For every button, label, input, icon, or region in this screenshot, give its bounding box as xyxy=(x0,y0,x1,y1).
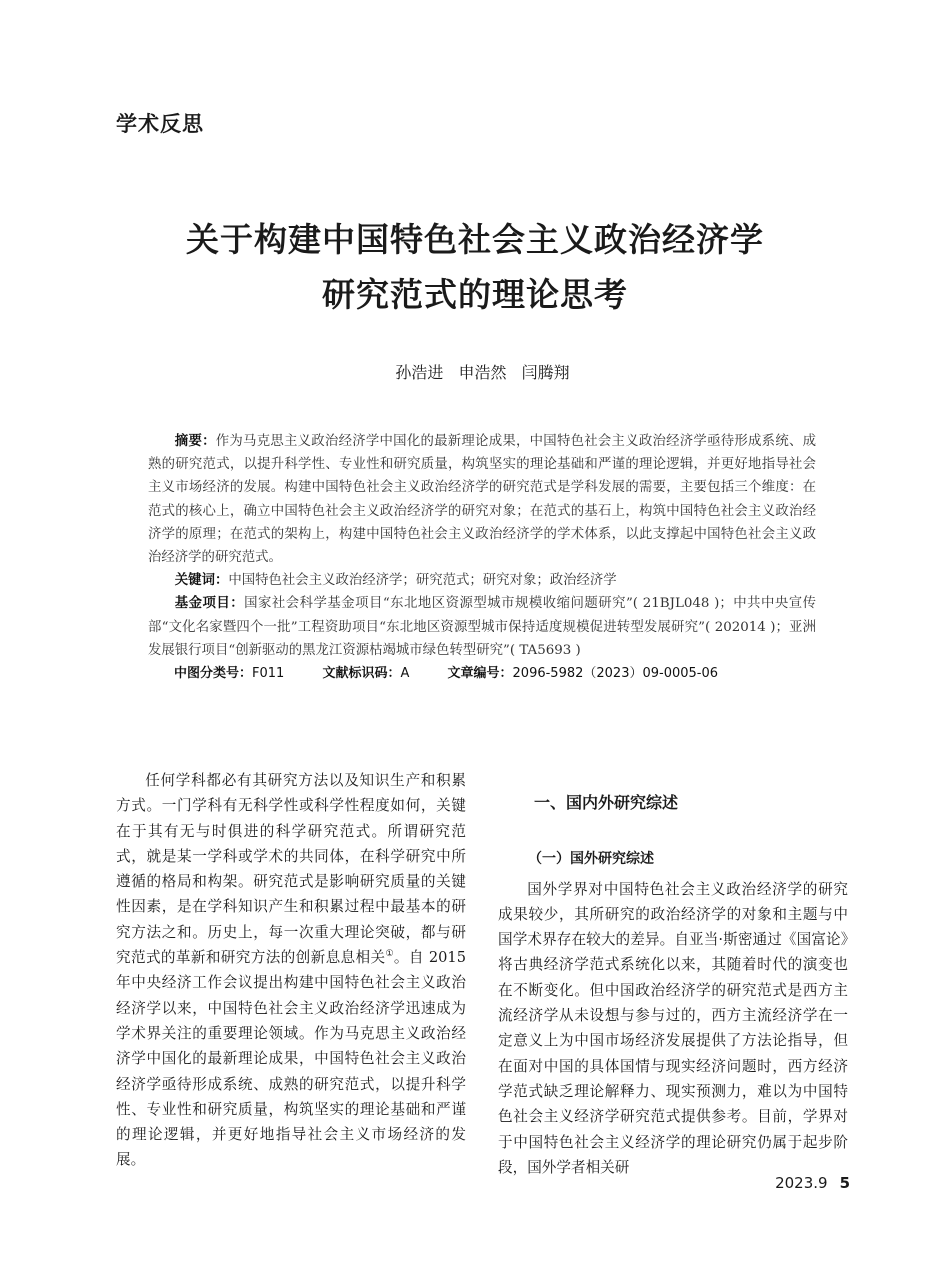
abstract xyxy=(148,430,816,569)
keywords xyxy=(148,569,816,592)
subsection-heading: （一）国外研究综述 xyxy=(528,851,654,868)
abstract-text: 作为马克思主义政治经济学中国化的最新理论成果，中国特色社会主义政治经济学亟待形成系统、成熟的研究范式，以提升科学性、专业性和研究质量，构筑坚实的理论基础和严谨的理论逻辑，并更好地指导社会主义市场经济的发展。构建中国特色社会主义政治经济学的研究范式是学科发展的需要，主要包括三个维度：在范式的核心上，确立中国特色社会主义政治经济学的研究对象；在范式的基石上，构筑中国特色社会主义政治经济学的原理；在范式的架构上，构建中国特色社会主义政治经济学的学术体系，以此支撑起中国特色社会主义政治经济学的研究范式。 xyxy=(148,434,817,566)
author-2: 申浩然 xyxy=(458,363,507,382)
keywords-label: 关键词： xyxy=(174,573,229,589)
document-code: 文献标识码：A xyxy=(322,666,410,682)
title-line-1: 关于构建中国特色社会主义政治经济学 xyxy=(186,220,764,259)
title-line-2: 研究范式的理论思考 xyxy=(322,275,628,314)
intro-paragraph: 任何学科都必有其研究方法以及知识生产和积累方式。一门学科有无科学性或科学性程度如何，关键在于其有无与时俱进的科学研究范式。所谓研究范式，就是某一学科或学术的共同体，在科学研究中所遵循的格局和构架。研究范式是影响研究质量的关键性因素，是在学科知识产生和积累过程中最基本的研究方法之和。历史上，每一次重大理论突破，都与研究范式的革新和研究方法的创新息息相关①。自 2015 年中央经济工作会议提出构建中国特色社会主义政治经济学以来，中国特色社会主义政治经济学迅速成为学术界关注的重要理论领域。作为马克思主义政治经济学中国化的最新理论成果，中国特色社会主义政治经济学亟待形成系统、成熟的研究范式，以提升科学性、专业性和研究质量，构筑坚实的理论基础和严谨的理论逻辑，并更好地指导社会主义市场经济的发展。 xyxy=(116,772,466,1169)
article-title xyxy=(0,212,950,322)
body-column-right xyxy=(498,768,848,1180)
footnote-marker: ① xyxy=(385,949,394,960)
funding-label: 基金项目： xyxy=(174,596,245,612)
section-label: 学术反思 xyxy=(116,112,204,136)
section-heading: 一、国内外研究综述 xyxy=(534,793,679,812)
author-1: 孙浩进 xyxy=(395,363,444,382)
body-column-left xyxy=(116,768,466,1173)
keywords-text: 中国特色社会主义政治经济学；研究范式；研究对象；政治经济学 xyxy=(228,573,617,589)
author-3: 闫腾翔 xyxy=(521,363,570,382)
issue-date: 2023.9 xyxy=(775,1174,828,1192)
abstract-block xyxy=(148,430,816,685)
page-number: 5 xyxy=(839,1174,850,1192)
funding-text: 国家社会科学基金项目“东北地区资源型城市规模收缩问题研究”( 21BJL048 )；中共中央宣传部“文化名家暨四个一批”工程资助项目“东北地区资源型城市保持适度规模促进转型发展研究”( 202014 )；亚洲发展银行项目“创新驱动的黑龙江资源枯竭城市绿色转型研究”( TA5693 ) xyxy=(148,596,817,658)
article-number: 文章编号：2096-5982（2023）09-0005-06 xyxy=(447,666,719,682)
classification-line xyxy=(148,662,816,685)
review-paragraph: 国外学界对中国特色社会主义政治经济学的研究成果较少，其所研究的政治经济学的对象和主题与中国学术界存在较大的差异。自亚当·斯密通过《国富论》将古典经济学范式系统化以来，其随着时代的演变也在不断变化。但中国政治经济学的研究范式是西方主流经济学从未设想与参与过的，西方主流经济学在一定意义上为中国市场经济发展提供了方法论指导，但在面对中国的具体国情与现实经济问题时，西方经济学范式缺乏理论解释力、现实预测力，难以为中国特色社会主义经济学研究范式提供参考。目前，学界对于中国特色社会主义经济学的理论研究仍属于起步阶段，国外学者相关研 xyxy=(498,880,848,1176)
page-footer xyxy=(775,1174,850,1192)
authors xyxy=(0,360,950,383)
funding xyxy=(148,592,816,662)
abstract-label: 摘要： xyxy=(174,434,216,449)
clc-code: 中图分类号：F011 xyxy=(174,666,285,682)
